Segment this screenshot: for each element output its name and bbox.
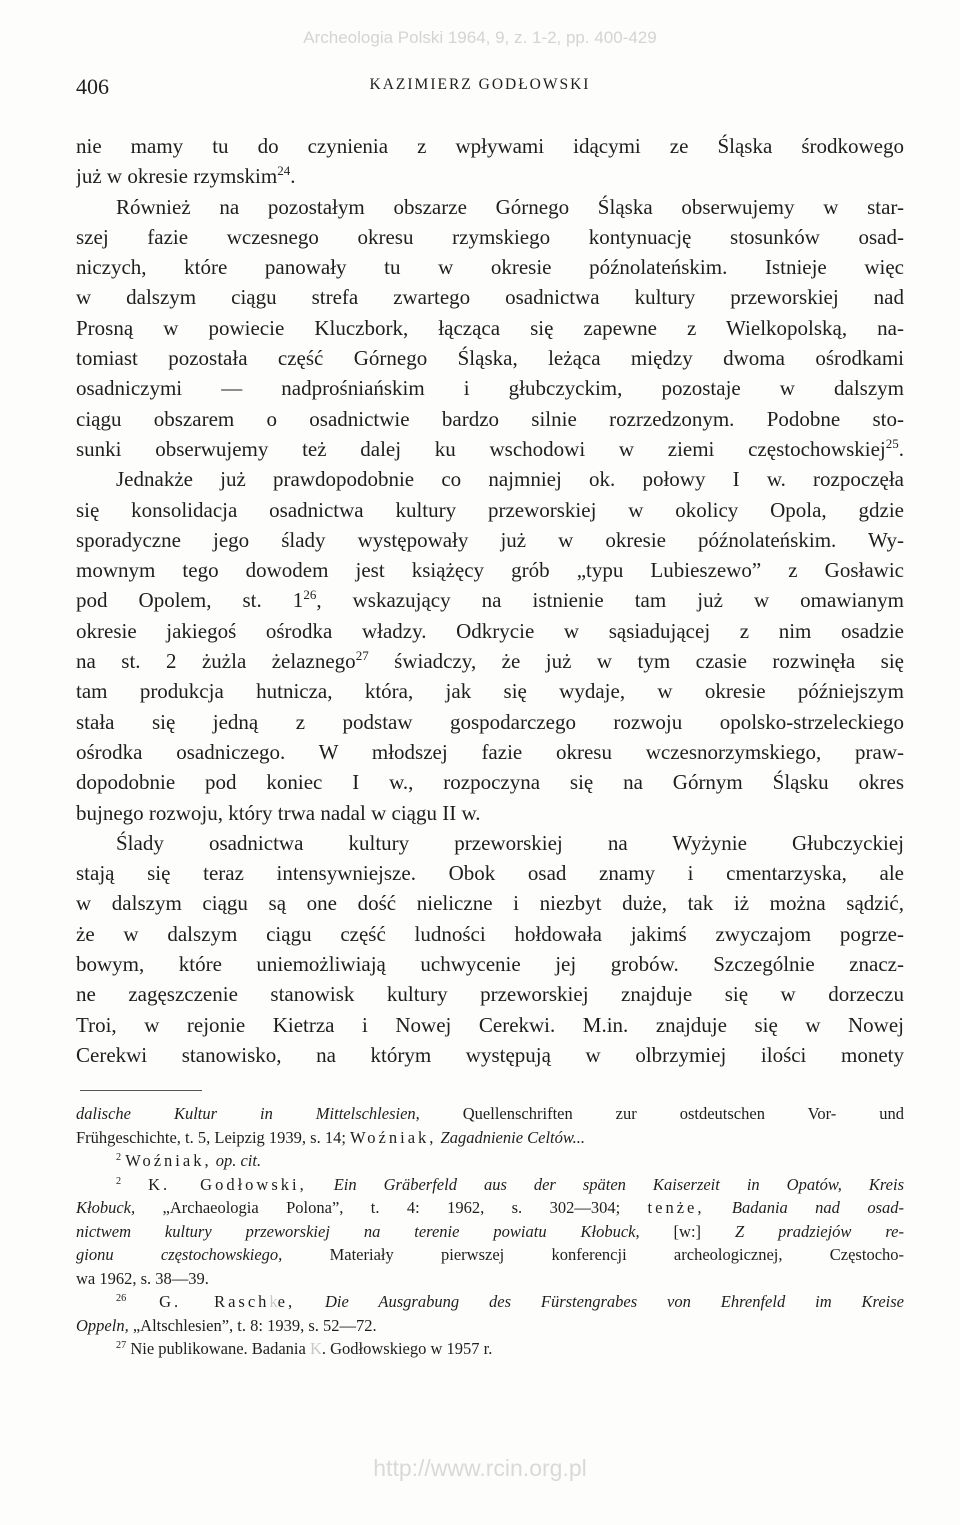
- text-line: Cerekwi stanowisko, na którym występują w olbrzymiej ilości monety: [76, 1042, 904, 1067]
- footnotes: [76, 1102, 904, 1361]
- text-line: bowym, które uniemożliwiają uchwycenie jej grobów. Szczególnie znacz-: [76, 952, 904, 977]
- text-line: nie mamy tu do czynienia z wpływami idącymi ze Śląska środkowego: [76, 134, 904, 158]
- text-line: tam produkcja hutnicza, która, jak się wydaje, w okresie późniejszym: [76, 679, 904, 704]
- footnote-line: $^2$ K. Godłowski, Ein Gräberfeld aus der späten Kaiserzeit in Opatów, Kreis: [116, 1174, 904, 1194]
- url-watermark: http://www.rcin.org.pl: [373, 1455, 587, 1481]
- footnote-line: $^{27}$ Nie publikowane. Badania K. Godłowskiego w 1957 r.: [116, 1339, 493, 1358]
- text-line: stała się jedną z podstaw gospodarczego rozwoju opolsko-strzeleckiego: [76, 709, 904, 734]
- text-line: dopodobnie pod koniec I w., rozpoczyna się na Górnym Śląsku okres: [76, 770, 904, 795]
- text-line: szej fazie wczesnego okresu rzymskiego kontynuację stosunków osad-: [76, 224, 904, 249]
- text-line: Prosną w powiecie Kluczbork, łącząca się zapewne z Wielkopolską, na-: [76, 315, 904, 340]
- text-line: niczych, które panowały tu w okresie późnolateńskim. Istnieje więc: [76, 255, 904, 280]
- text-line: na st. 2 żużla żelaznego$^{27}$ świadczy, że już w tym czasie rozwinęła się: [76, 648, 904, 674]
- text-line: stają się teraz intensywniejsze. Obok osad znamy i cmentarzyska, ale: [76, 861, 904, 886]
- footnote-ref: 25: [885, 436, 899, 452]
- text-line: Jednakże już prawdopodobnie co najmniej ok. połowy I w. rozpoczęła: [116, 467, 904, 492]
- footnote-line: Kłobuck, „Archaeologia Polona”, t. 4: 1962, s. 302—304; tenże, Badania nad osad-: [76, 1198, 904, 1217]
- text-line: bujnego rozwoju, który trwa nadal w ciągu II w.: [76, 800, 481, 825]
- text-line: Również na pozostałym obszarze Górnego Śląska obserwujemy w star-: [116, 194, 904, 219]
- footnote-line: wa 1962, s. 38—39.: [76, 1268, 209, 1288]
- footnote-line: gionu częstochowskiego, Materiały pierwszej konferencji archeologicznej, Częstocho-: [76, 1245, 904, 1264]
- footnote-line: Oppeln, „Altschlesien”, t. 8: 1939, s. 52—72.: [76, 1315, 377, 1335]
- text-line: Ślady osadnictwa kultury przeworskiej na Wyżynie Głubczyckiej: [116, 830, 904, 855]
- text-line: w dalszym ciągu strefa zwartego osadnictwa kultury przeworskiej nad: [76, 285, 904, 310]
- main-text: [76, 131, 904, 1070]
- text-line: ciągu obszarem o osadnictwie bardzo silnie rozrzedzonym. Podobne sto-: [76, 406, 904, 431]
- text-line: sporadyczne jego ślady występowały już w okresie późnolateńskim. Wy-: [76, 527, 904, 552]
- footnote-ref: 27: [355, 648, 369, 664]
- footnote-line: $^{26}$ G. Raschke, Die Ausgrabung des Fürstengrabes von Ehrenfeld im Kreise: [116, 1292, 904, 1311]
- text-line: ośrodka osadniczego. W młodszej fazie okresu wczesnorzymskiego, praw-: [76, 739, 904, 764]
- text-line: się konsolidacja osadnictwa kultury przeworskiej w okolicy Opola, gdzie: [76, 497, 904, 522]
- footnote-line: Frühgeschichte, t. 5, Leipzig 1939, s. 14; Woźniak, Zagadnienie Celtów...: [76, 1127, 586, 1147]
- text-line: ne zagęszczenie stanowisk kultury przeworskiej znajduje się w dorzeczu: [76, 982, 904, 1007]
- text-line: już w okresie rzymskim$^{24}$.: [76, 163, 296, 189]
- text-line: Troi, w rejonie Kietrza i Nowej Cerekwi. M.in. znajduje się w Nowej: [76, 1012, 904, 1037]
- footnote-ref: 26: [303, 587, 317, 603]
- text-line: że w dalszym ciągu część ludności hołdowała jakimś zwyczajom pogrze-: [76, 921, 904, 946]
- text-line: tomiast pozostała część Górnego Śląska, leżąca między dwoma ośrodkami: [76, 346, 904, 371]
- text-line: okresie jakiegoś ośrodka władzy. Odkrycie w sąsiadującej z nim osadzie: [76, 618, 904, 643]
- text-line: w dalszym ciągu są one dość nieliczne i niezbyt duże, tak iż można sądzić,: [76, 891, 904, 916]
- running-head: KAZIMIERZ GODŁOWSKI: [369, 76, 591, 93]
- text-line: mownym tego dowodem jest książęcy grób „typu Lubieszewo” z Gosławic: [76, 558, 904, 583]
- footnote-line: $^2$ Woźniak, op. cit.: [116, 1151, 262, 1170]
- text-line: pod Opolem, st. $1^{26}$, wskazujący na istnienie tam już w omawianym: [76, 587, 904, 613]
- page-number: 406: [76, 74, 109, 99]
- source-watermark: Archeologia Polski 1964, 9, z. 1-2, pp. 400-429: [303, 28, 657, 47]
- footnote-line: dalische Kultur in Mittelschlesien, Quellenschriften zur ostdeutschen Vor- und: [76, 1104, 904, 1123]
- text-line: sunki obserwujemy też dalej ku wschodowi w ziemi częstochowskiej$^{25}$.: [76, 436, 904, 461]
- text-line: osadniczymi — nadprośniańskim i głubczyckim, pozostaje w dalszym: [76, 376, 904, 401]
- footnote-separator: [80, 1090, 202, 1091]
- footnote-line: nictwem kultury przeworskiej na terenie powiatu Kłobuck, [w:] Z pradziejów re-: [76, 1221, 904, 1241]
- footnote-ref: 24: [277, 163, 291, 179]
